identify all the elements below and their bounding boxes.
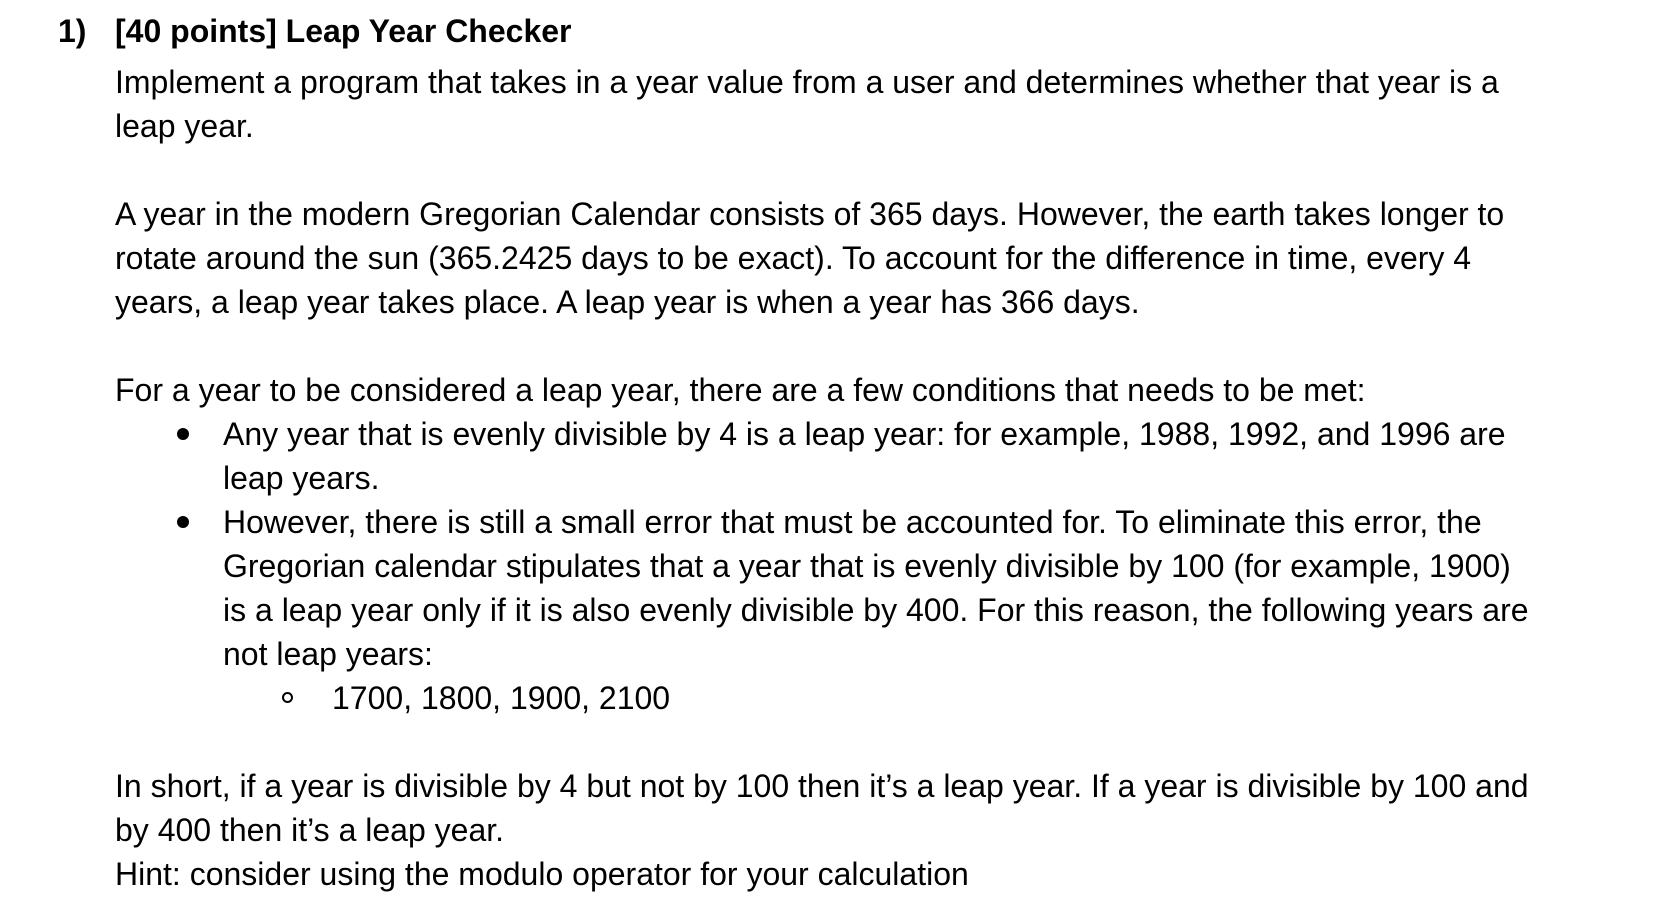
spacer: [115, 720, 1535, 764]
summary-paragraph: In short, if a year is divisible by 4 but not by 100 then it’s a leap year. If a year is divisible by 100 and by 400 then it’s a leap year.: [115, 768, 1529, 848]
question-title: [40 points] Leap Year Checker: [115, 13, 572, 49]
bullet-text: However, there is still a small error that must be accounted for. To eliminate this error, the Gregorian calendar stipulates that a year that is evenly divisible by 100 (for example, 1900) is a leap year only if it is also evenly divisible by 400. For this reason, the following years are not leap years:: [223, 504, 1529, 672]
sub-list-item: [115, 676, 1535, 720]
intro-paragraph: Implement a program that takes in a year value from a user and determines whether that year is a leap year.: [115, 64, 1499, 144]
bullet-icon: [177, 516, 189, 528]
bullet-icon: [177, 428, 189, 440]
question-heading: [58, 10, 571, 52]
spacer: [115, 148, 1535, 192]
spacer: [115, 324, 1535, 368]
question-number: 1): [58, 13, 87, 49]
hollow-bullet-icon: [282, 692, 293, 703]
conditions-list: [115, 412, 1535, 720]
question-body: [115, 60, 1535, 896]
list-item: [115, 412, 1535, 500]
sub-bullet-text: 1700, 1800, 1900, 2100: [332, 680, 671, 716]
list-item: [115, 500, 1535, 676]
bullet-text: Any year that is evenly divisible by 4 is a leap year: for example, 1988, 1992, and 1996 are leap years.: [223, 416, 1506, 496]
hint-paragraph: Hint: consider using the modulo operator for your calculation: [115, 856, 969, 892]
conditions-intro-paragraph: For a year to be considered a leap year, there are a few conditions that needs to be met:: [115, 372, 1366, 408]
background-paragraph: A year in the modern Gregorian Calendar consists of 365 days. However, the earth takes longer to rotate around the sun (365.2425 days to be exact). To account for the difference in time, every 4 years, a leap year takes place. A leap year is when a year has 366 days.: [115, 196, 1505, 320]
